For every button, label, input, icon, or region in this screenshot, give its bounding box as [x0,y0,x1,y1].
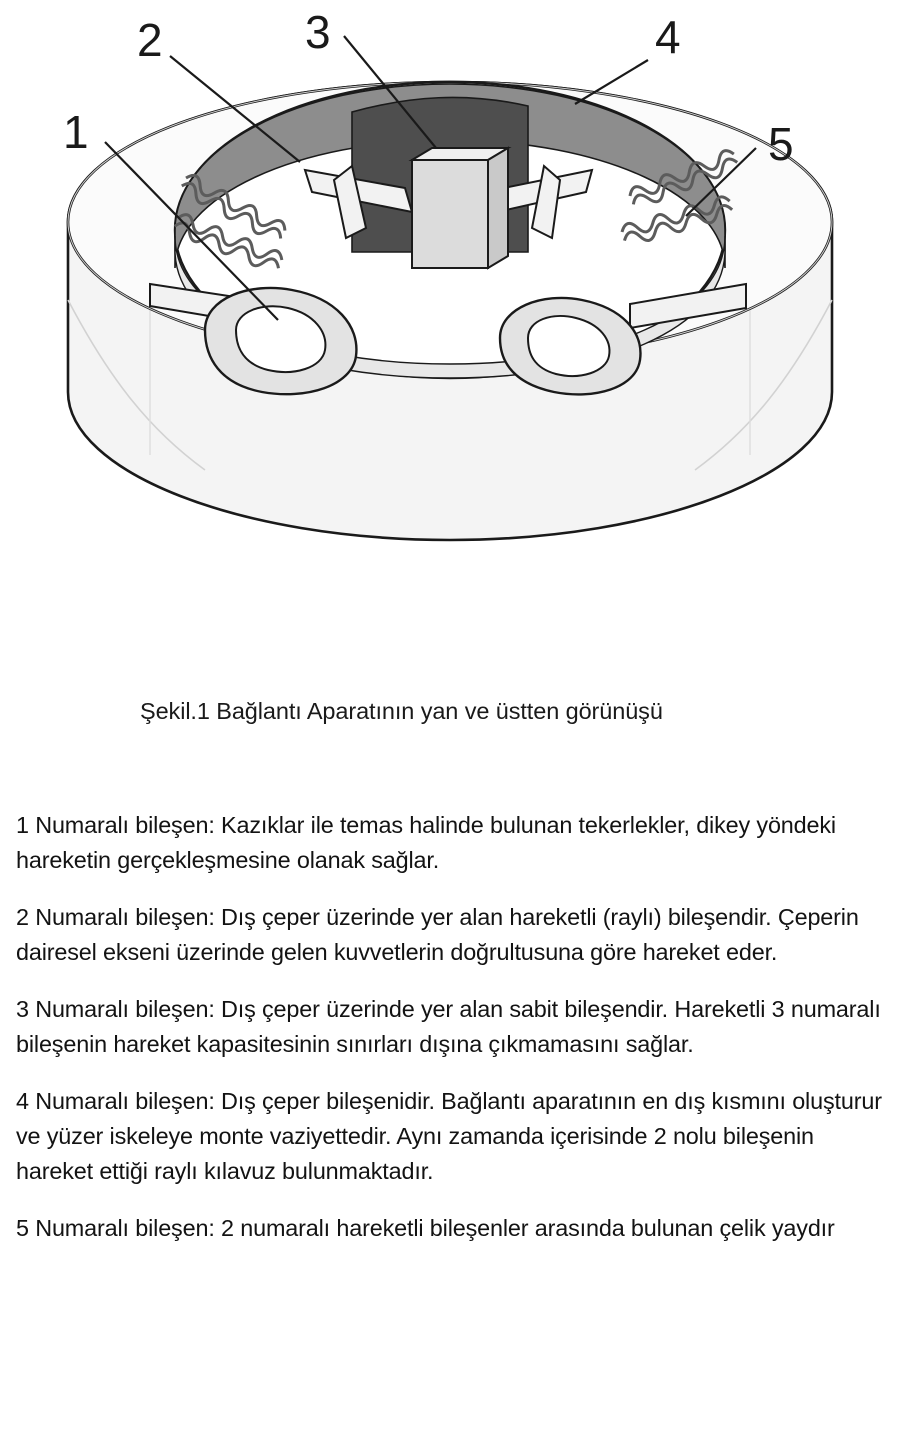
description-item-5: 5 Numaralı bileşen: 2 numaralı hareketli bileşenler arasında bulunan çelik yaydır [16,1215,835,1241]
callout-2: 2 [137,14,163,66]
description-item-2: 2 Numaralı bileşen: Dış çeper üzerinde yer alan hareketli (raylı) bileşendir. Çeperin dairesel ekseni üzerinde gelen kuvvetlerin doğrultusuna göre hareket eder. [16,904,859,965]
description-item-1: 1 Numaralı bileşen: Kazıklar ile temas halinde bulunan tekerlekler, dikey yöndeki hareketin gerçekleşmesine olanak sağlar. [16,812,836,873]
connection-apparatus-drawing [0,0,900,690]
description-item-3: 3 Numaralı bileşen: Dış çeper üzerinde yer alan sabit bileşendir. Hareketli 3 numaralı bileşenin hareket kapasitesinin sınırları dışına çıkmamasını sağlar. [16,996,881,1057]
central-block [412,148,508,268]
technical-figure [0,0,900,690]
description-item-4: 4 Numaralı bileşen: Dış çeper bileşenidir. Bağlantı aparatının en dış kısmını oluşturur ve yüzer iskeleye monte vaziyettedir. Aynı zamanda içerisinde 2 nolu bileşenin hareket ettiği raylı kılavuz bulunmaktadır. [16,1088,882,1184]
callout-4: 4 [655,11,681,63]
callout-5: 5 [768,118,794,170]
callout-1: 1 [63,106,89,158]
callout-3: 3 [305,6,331,58]
component-descriptions [16,808,888,1246]
figure-caption: Şekil.1 Bağlantı Aparatının yan ve üstten görünüşü [140,698,663,724]
